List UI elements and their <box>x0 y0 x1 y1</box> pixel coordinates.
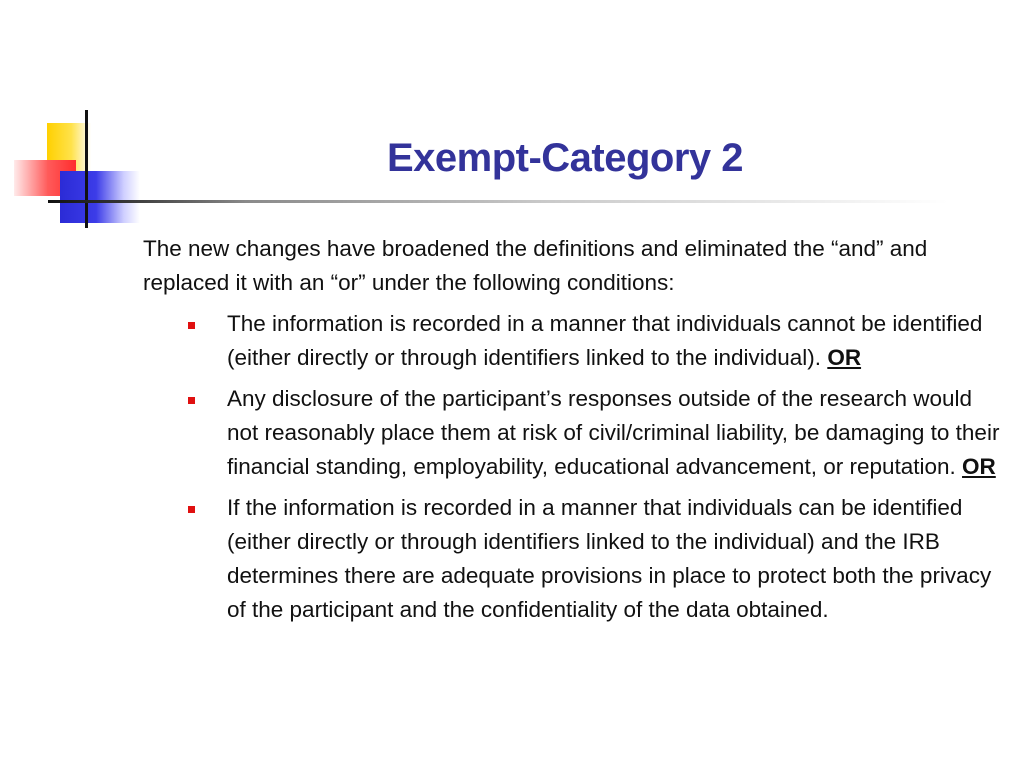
bullet-text: If the information is recorded in a manner that individuals can be identified (either directly or through identifiers linked to the individual) and the IRB determines there are adequate provisions in place to protect both the privacy of the participant and the confidentiality of the data obtained. <box>227 495 992 622</box>
title-underline-rule <box>48 200 948 203</box>
list-item <box>143 382 1003 484</box>
square-bullet-icon <box>188 322 195 329</box>
condition-list <box>143 307 1003 627</box>
intro-paragraph: The new changes have broadened the definitions and eliminated the “and” and replaced it with an “or” under the following conditions: <box>143 236 928 295</box>
color-squares-logo <box>0 0 1024 240</box>
blue-square <box>60 171 140 223</box>
vertical-divider-line <box>85 110 88 228</box>
square-bullet-icon <box>188 397 195 404</box>
bullet-text: Any disclosure of the participant’s responses outside of the research would not reasonably place them at risk of civil/criminal liability, be damaging to their financial standing, employability, educational advancement, or reputation. <box>227 386 1000 479</box>
slide-title: Exempt-Category 2 <box>386 136 744 180</box>
square-bullet-icon <box>188 506 195 513</box>
list-item <box>143 307 1003 375</box>
or-emphasis: OR <box>827 345 862 370</box>
list-item <box>143 491 1003 627</box>
or-emphasis: OR <box>962 454 996 479</box>
bullet-text: The information is recorded in a manner that individuals cannot be identified (either directly or through identifiers linked to the individual). <box>227 311 983 370</box>
slide-body <box>143 232 1003 627</box>
